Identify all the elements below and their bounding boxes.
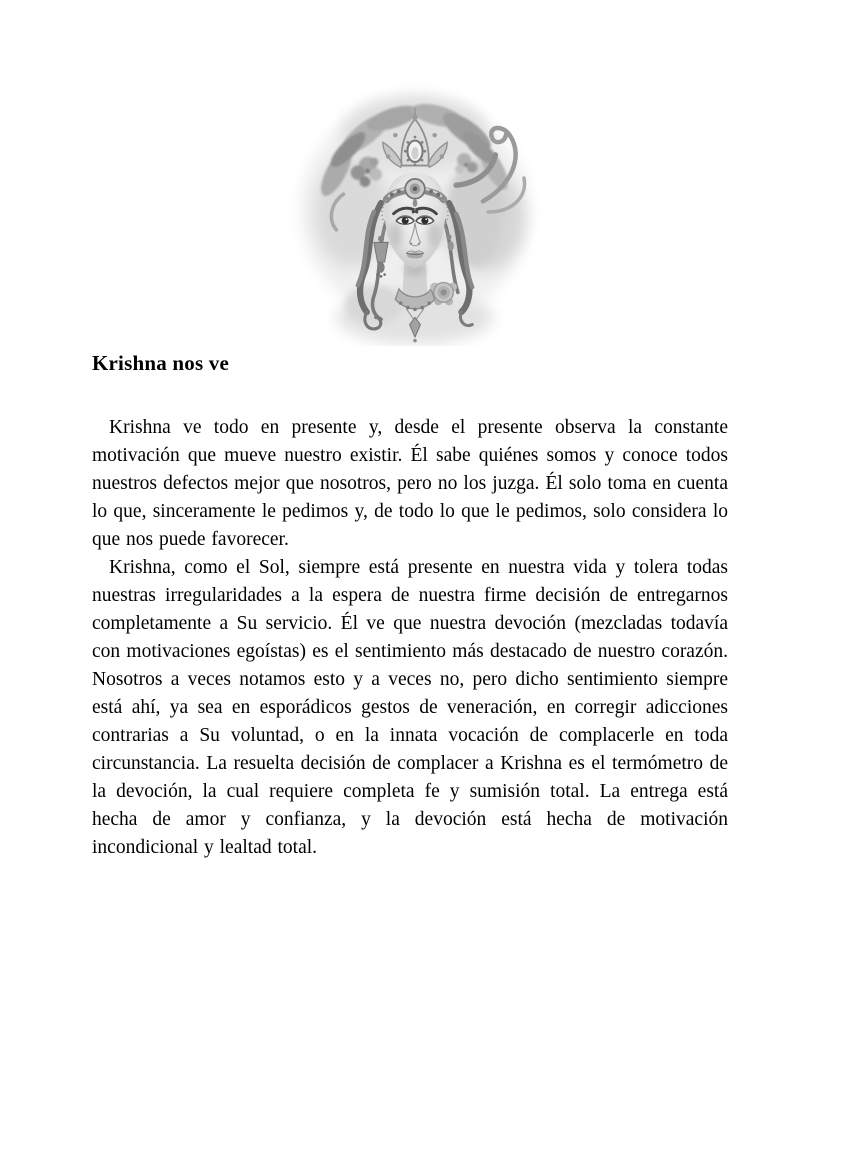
body-text	[92, 414, 728, 862]
chapter-title: Krishna nos ve	[92, 351, 229, 375]
paragraph-1: Krishna ve todo en presente y, desde el presente observa la constante motivación que mueve nuestro existir. Él sabe quiénes somos y conoce todos nuestros defectos mejor que nosotros, pero no los juzga. Él solo toma en cuenta lo que, sinceramente le pedimos y, de todo lo que le pedimos, solo considera lo que nos puede favorecer.	[92, 417, 728, 550]
krishna-portrait-illustration	[281, 78, 549, 346]
paragraph-2: Krishna, como el Sol, siempre está presente en nuestra vida y tolera todas nuestras irregularidades a la espera de nuestra firme decisión de entregarnos completamente a Su servicio. Él ve que nuestra devoción (mezcladas todavía con motivaciones egoístas) es el sentimiento más destacado de nuestro corazón. Nosotros a veces notamos esto y a veces no, pero dicho sentimiento siempre está ahí, ya sea en esporádicos gestos de veneración, en corregir adicciones contrarias a Su voluntad, o en la innata vocación de complacerle en toda circunstancia. La resuelta decisión de complacer a Krishna es el termómetro de la devoción, la cual requiere completa fe y sumisión total. La entrega está hecha de amor y confianza, y la devoción está hecha de motivación incondicional y lealtad total.	[92, 557, 728, 858]
krishna-portrait-image	[281, 78, 549, 346]
